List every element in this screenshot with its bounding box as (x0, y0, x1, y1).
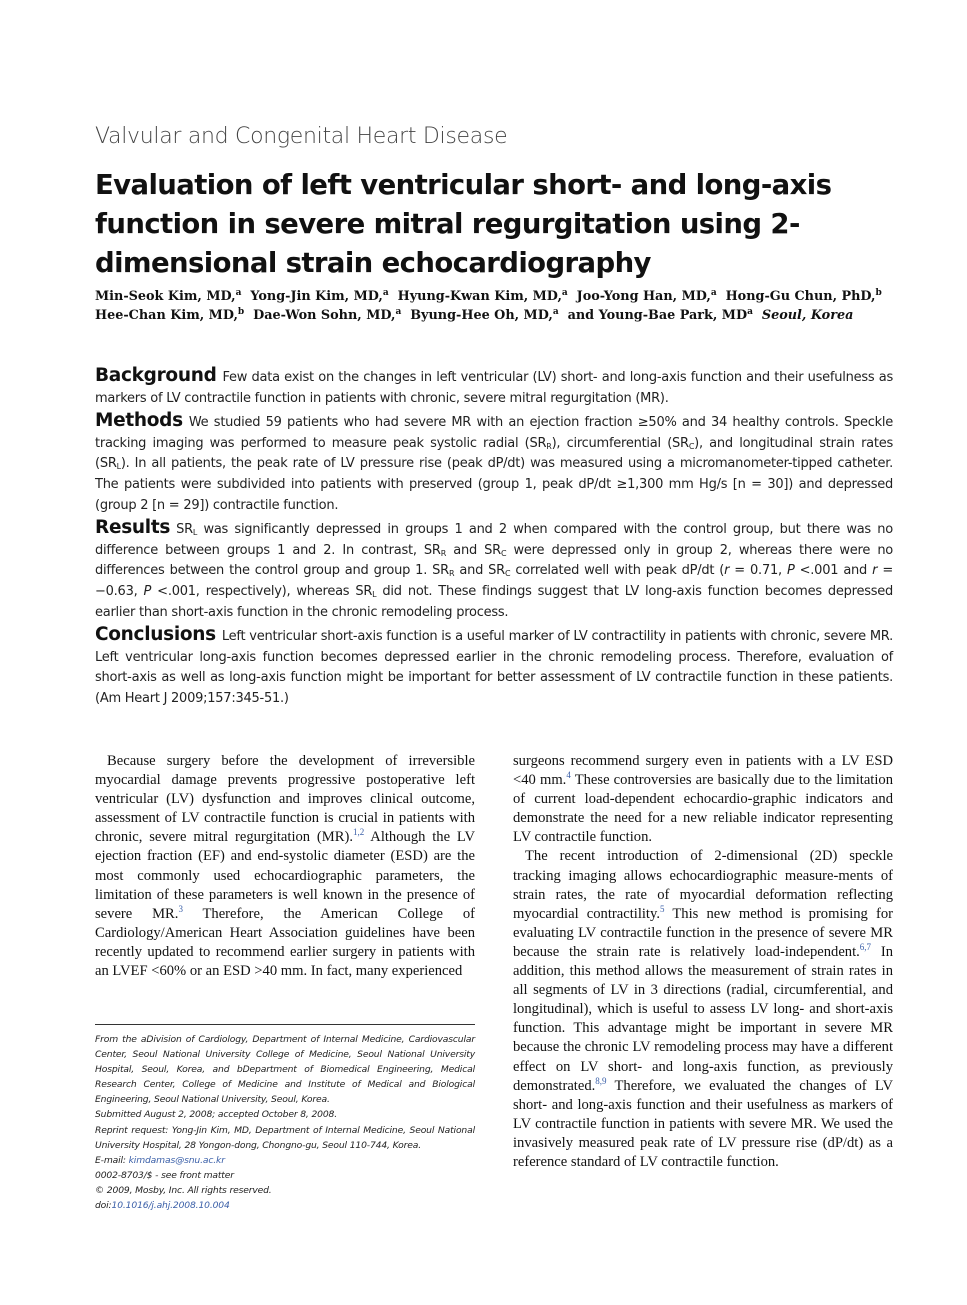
subscript: L (372, 589, 377, 599)
body-column-right (513, 752, 893, 1172)
author: Dae-Won Sohn, MD, (253, 308, 396, 323)
abstract-text: and SR (446, 542, 501, 558)
body-text: These controversies are basically due to the limitation of current load-dependent echocardio-graphic indicators and demonstrate the need for a new reliable indicator representing LV contractile function. (513, 772, 894, 846)
footnote-submitted: Submitted August 2, 2008; accepted October 8, 2008. (95, 1109, 338, 1121)
email-link[interactable]: kimdamas@snu.ac.kr (128, 1154, 225, 1166)
author-line-1 (95, 287, 915, 306)
abstract-text: and SR (454, 563, 505, 579)
footnote-issn: 0002-8703/$ - see front matter (95, 1169, 234, 1181)
abstract-text: Few data exist on the changes in left ventricular (LV) short- and long-axis function and their usefulness as markers of LV contractile function in patients with chronic, severe mitral regurgitation (MR). (95, 370, 893, 406)
subscript: R (546, 441, 552, 451)
abstract-text: ). In all patients, the peak rate of LV pressure rise (peak dP/dt) was measured using a micromanometer-tipped catheter. The patients were subdivided into patients with preserved (group 1, peak dP/dt ≥1,300 mm Hg/s [n = 30]) and depressed (group 2 [n = 29]) contractile function. (95, 456, 893, 513)
body-text: This new method is promising for evaluating LV contractile function in the presence of severe MR because the strain rate is relatively load-independent. (513, 905, 893, 960)
subscript: C (688, 441, 695, 451)
abstract-heading: Methods (95, 410, 183, 432)
author-location: Seoul, Korea (761, 308, 854, 323)
abstract-text: did not. These findings suggest that LV long-axis function becomes depressed earlier than short-axis function in the chronic remodeling process. (95, 583, 893, 620)
affil-mark: b (875, 288, 882, 298)
author-line-2 (95, 306, 915, 325)
footnote-reprint: Reprint request: Yong-Jin Kim, MD, Department of Internal Medicine, Seoul National University Hospital, 28 Yongon-dong, Chongno-gu, Seoul 110-744, Korea. (95, 1124, 475, 1151)
affil-mark: a (747, 307, 753, 317)
subscript: R (448, 569, 455, 579)
abstract-text: = −0.63, (95, 563, 893, 599)
abstract-text: Left ventricular short-axis function is a useful marker of LV contractility in patients with chronic, severe MR. Left ventricular long-axis function becomes depressed earlier in the chronic remodeling process. Therefore, evaluation of short-axis as well as long-axis function might be important for better assessment of LV contractile function in these patients. (Am Heart J 2009;157:345-51.) (95, 629, 893, 706)
author: Yong-Jin Kim, MD, (250, 289, 383, 304)
affil-mark: b (237, 307, 245, 317)
italic-symbol: r (872, 563, 878, 579)
doi-label: doi: (95, 1200, 112, 1212)
abstract-text: SR (176, 522, 193, 538)
affil-mark: a (552, 307, 559, 317)
subscript: L (116, 462, 121, 472)
section-label: Valvular and Congenital Heart Disease (95, 124, 508, 149)
abstract-text: <.001 and (794, 563, 873, 579)
citation-ref[interactable]: 8,9 (595, 1075, 607, 1086)
citation-ref[interactable]: 6,7 (859, 941, 872, 952)
author: Byung-Hee Oh, MD, (410, 308, 553, 323)
citation-ref[interactable]: 5 (660, 903, 665, 914)
affil-mark: a (382, 288, 389, 298)
affil-mark: a (561, 288, 568, 298)
footnote-divider (95, 1024, 475, 1025)
body-text: In addition, this method allows the measurement of strain rates in all segments of LV in 3 directions (radial, circumferential, and longitudinal), which is useful to assess LV long- and short-axis function. This advantage might be important in severe MR because the chronic LV remodeling process may have a different effect on LV short- and long-axis function, as previously demonstrated. (513, 943, 893, 1094)
author: Hong-Gu Chun, PhD, (725, 289, 876, 304)
email-label: E-mail: (95, 1154, 129, 1166)
italic-symbol: r (724, 563, 730, 579)
abstract-text: = 0.71, (729, 563, 787, 579)
footnote-affiliations: From the aDivision of Cardiology, Department of Internal Medicine, Cardiovascular Center, Seoul National University College of Medicine, Seoul National University Hospital, Seoul, Korea, and bDepartment of Biomedical Engineering, Medical Research Center, College of Medicine and Institute of Medical and Biological Engineering, Seoul National University, Seoul, Korea. (95, 1034, 475, 1106)
footnote-doi (95, 1198, 475, 1213)
author: Joo-Yong Han, MD, (576, 289, 711, 304)
body-paragraph (95, 752, 475, 981)
abstract-conclusions (95, 625, 893, 709)
author-list (95, 287, 915, 325)
abstract-heading: Conclusions (95, 624, 216, 646)
body-paragraph (513, 847, 893, 1172)
citation-ref[interactable]: 1,2 (353, 827, 365, 838)
citation-ref[interactable]: 4 (566, 770, 571, 781)
author: Min-Seok Kim, MD, (95, 289, 236, 304)
author: Hyung-Kwan Kim, MD, (397, 289, 562, 304)
subscript: C (500, 548, 507, 558)
abstract-text: ), and longitudinal strain rates (SR (95, 435, 894, 472)
subscript: C (504, 569, 511, 579)
body-text: Therefore, we evaluated the changes of LV short- and long-axis function and their usefulness as markers of LV contractile function in patients with severe MR. We used the invasively measured peak rate of LV pressure rise (dP/dt) as a reference standard of LV contractile function. (513, 1077, 893, 1170)
abstract-text: ), circumferential (SR (551, 435, 689, 451)
footnote-email (95, 1153, 475, 1168)
body-text: Although the LV ejection fraction (EF) and end-systolic diameter (ESD) are the most commonly used echocardiographic parameters, the limitation of these parameters is well known in the presence of severe MR. (95, 829, 475, 922)
citation-ref[interactable]: 3 (178, 903, 183, 914)
body-text: surgeons recommend surgery even in patients with a LV ESD <40 mm. (513, 753, 893, 789)
body-text: Therefore, the American College of Cardiology/American Heart Association guidelines have been recently updated to recommend earlier surgery in patients with an LVEF <60% or an ESD >40 mm. In fact, many experienced (95, 905, 475, 980)
abstract-text: We studied 59 patients who had severe MR with an ejection fraction ≥50% and 34 healthy controls. Speckle tracking imaging was performed to measure peak systolic radial (SR (95, 415, 893, 451)
abstract-results (95, 518, 893, 623)
doi-link[interactable]: 10.1016/j.ahj.2008.10.004 (111, 1200, 230, 1212)
abstract-text: was significantly depressed in groups 1 and 2 when compared with the control group, but there was no difference between groups 1 and 2. In contrast, SR (95, 522, 893, 558)
article-title: Evaluation of left ventricular short- and long-axis function in severe mitral regurgitation using 2-dimensional strain echocardiography (95, 169, 832, 279)
subscript: R (440, 548, 447, 558)
affil-mark: a (395, 307, 402, 317)
subscript: L (192, 528, 198, 538)
body-paragraph (513, 752, 893, 847)
abstract-methods (95, 411, 893, 516)
author: and Young-Bae Park, MD (567, 308, 748, 323)
body-text: Because surgery before the development of irreversible myocardial damage prevents progressive postoperative left ventricular (LV) dysfunction and improves clinical outcome, assessment of LV contractile function is crucial in patients with chronic, severe mitral regurgitation (MR). (95, 753, 475, 846)
abstract-background (95, 366, 893, 409)
abstract-heading: Background (95, 365, 217, 386)
footnotes (95, 1032, 475, 1213)
author: Hee-Chan Kim, MD, (95, 308, 238, 323)
body-text: The recent introduction of 2-dimensional (2D) speckle tracking imaging allows echocardiographic measure-ments of strain rates, the rate of myocardial deformation reflecting myocardial contractility. (513, 848, 893, 922)
abstract-text: correlated well with peak dP/dt ( (510, 563, 725, 579)
italic-symbol: P (786, 563, 795, 579)
footnote-copyright: © 2009, Mosby, Inc. All rights reserved. (95, 1184, 272, 1196)
affil-mark: a (710, 288, 717, 298)
abstract-heading: Results (95, 517, 171, 539)
affil-mark: a (235, 288, 242, 298)
italic-symbol: P (143, 583, 152, 599)
abstract-text: were depressed only in group 2, whereas there were no differences between the control group and group 1. SR (95, 542, 894, 579)
abstract (95, 366, 893, 712)
body-column-left (95, 752, 475, 981)
abstract-text: <.001, respectively), whereas SR (151, 583, 373, 599)
